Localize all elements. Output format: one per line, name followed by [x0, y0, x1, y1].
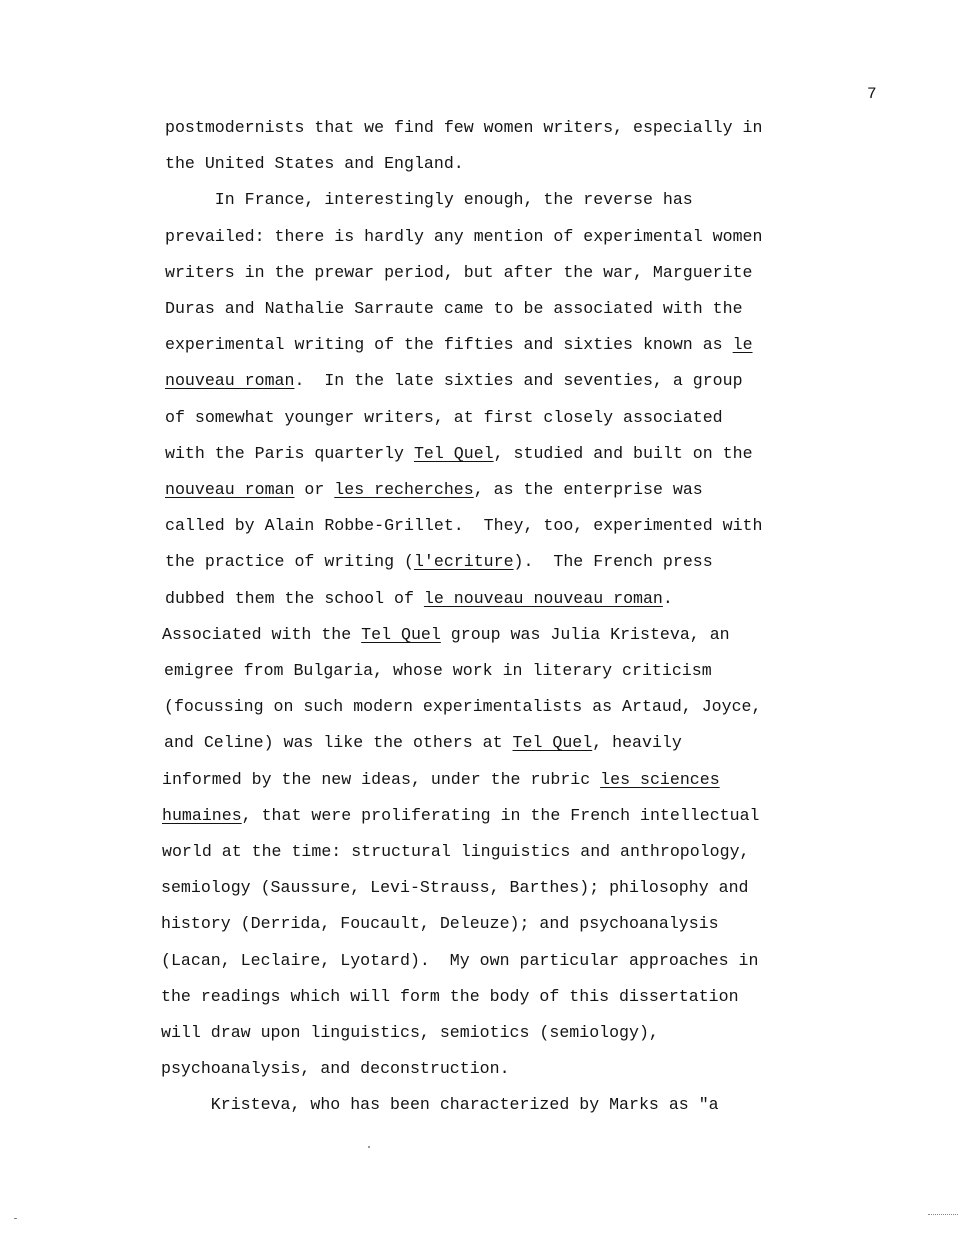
text-line — [165, 291, 743, 327]
text-line — [165, 182, 693, 218]
text-segment: (Lacan, Leclaire, Lyotard). My own particular approaches in — [161, 950, 759, 970]
text-line — [165, 327, 753, 363]
text-segment: with the Paris quarterly — [165, 443, 414, 463]
page-number: 7 — [867, 85, 877, 103]
text-segment: group was Julia Kristeva, an — [440, 624, 730, 644]
text-segment: (focussing on such modern experimentalists as Artaud, Joyce, — [164, 697, 762, 717]
underlined-term: les sciences — [600, 769, 720, 789]
text-segment: of somewhat younger writers, at first closely associated — [165, 407, 723, 427]
text-line — [165, 472, 703, 508]
text-segment: prevailed: there is hardly any mention of experimental women — [165, 226, 763, 246]
text-segment: Associated with the — [162, 624, 362, 644]
text-line — [164, 725, 682, 761]
text-segment: , heavily — [592, 733, 682, 753]
text-segment: the practice of writing ( — [165, 552, 414, 572]
text-segment: , as the enterprise was — [473, 480, 703, 499]
text-line — [164, 689, 761, 725]
text-line — [165, 544, 713, 580]
text-segment: In France, interestingly enough, the reverse has — [165, 190, 693, 210]
text-segment: , studied and built on the — [493, 443, 753, 463]
text-segment: history (Derrida, Foucault, Deleuze); and psychoanalysis — [161, 914, 719, 934]
text-line — [161, 906, 719, 942]
text-line — [165, 508, 762, 544]
text-segment: . In the late sixties and seventies, a group — [294, 371, 743, 391]
text-line — [161, 943, 758, 979]
underlined-term: humaines — [162, 805, 242, 825]
text-line — [161, 1051, 510, 1087]
text-line — [165, 110, 762, 146]
text-segment: and Celine) was like the others at — [164, 733, 513, 753]
text-line — [165, 436, 753, 472]
underlined-term: l'ecriture — [413, 552, 514, 572]
text-segment: . — [662, 588, 673, 608]
text-segment: the United States and England. — [165, 154, 464, 174]
text-segment: dubbed them the school of — [165, 588, 424, 608]
text-line — [162, 617, 730, 653]
text-line — [165, 400, 723, 436]
scan-mark — [928, 1214, 958, 1215]
text-segment: postmodernists that we find few women writers, especially in — [165, 118, 763, 137]
underlined-term: le nouveau nouveau roman — [423, 588, 663, 608]
text-line — [165, 146, 464, 182]
text-segment: , that were proliferating in the French intellectual — [241, 805, 760, 825]
text-line — [165, 363, 743, 399]
underlined-term: Tel Quel — [361, 624, 441, 644]
text-line — [161, 979, 739, 1015]
text-segment: semiology (Saussure, Levi-Strauss, Barthes); philosophy and — [161, 878, 749, 898]
text-line — [161, 870, 749, 906]
text-segment: called by Alain Robbe-Grillet. They, too, experimented with — [165, 516, 763, 536]
text-segment: experimental writing of the fifties and sixties known as — [165, 335, 733, 355]
text-segment: psychoanalysis, and deconstruction. — [161, 1059, 510, 1079]
text-line — [165, 581, 673, 617]
text-segment: emigree from Bulgaria, whose work in literary criticism — [164, 661, 712, 680]
text-segment: Kristeva, who has been characterized by Marks as "a — [161, 1095, 719, 1115]
underlined-term: Tel Quel — [413, 443, 494, 463]
text-line — [165, 255, 753, 291]
text-line — [161, 1087, 719, 1123]
underlined-term: Tel Quel — [512, 733, 593, 753]
text-segment: writers in the prewar period, but after the war, Marguerite — [165, 262, 753, 282]
text-segment: will draw upon linguistics, semiotics (semiology), — [161, 1023, 659, 1042]
text-segment: informed by the new ideas, under the rubric — [162, 769, 601, 789]
text-line — [162, 798, 759, 834]
underlined-term: nouveau roman — [165, 480, 295, 499]
text-segment: ). The French press — [513, 552, 713, 572]
scan-speck — [14, 1218, 17, 1219]
text-line — [162, 834, 750, 870]
underlined-term: nouveau roman — [165, 371, 295, 391]
underlined-term: les recherches — [334, 480, 474, 499]
text-segment: Duras and Nathalie Sarraute came to be associated with the — [165, 299, 743, 318]
text-line — [161, 1015, 659, 1051]
underlined-term: le — [732, 335, 753, 355]
text-line — [162, 762, 720, 798]
text-segment: world at the time: structural linguistics and anthropology, — [162, 842, 750, 861]
text-segment: or — [294, 480, 335, 499]
scan-speck — [368, 1146, 370, 1148]
text-line — [165, 219, 762, 255]
text-segment: the readings which will form the body of this dissertation — [161, 986, 739, 1006]
text-line — [164, 653, 712, 689]
